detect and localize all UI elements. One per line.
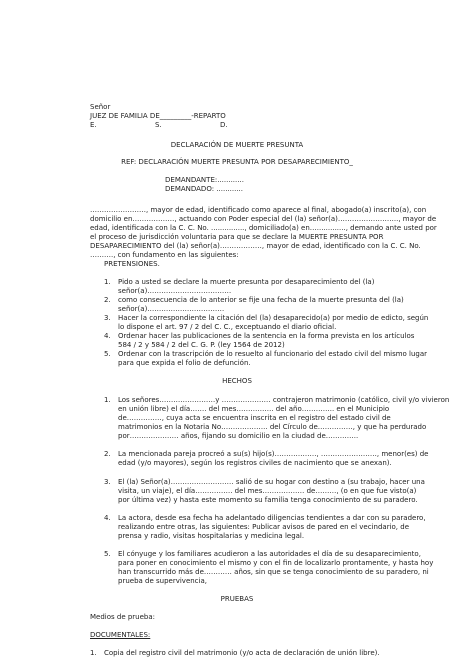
list-number: 5. <box>104 550 111 558</box>
intro-line: ………., con fundamento en las siguientes: <box>90 251 239 259</box>
intro-line: domicilio en………………, actuando con Poder especial del (la) señor(a)…………………….., mayor de <box>90 215 437 223</box>
reference-line: REF: DECLARACIÓN MUERTE PRESUNTA POR DESAPARECIMIENTO_ <box>121 158 353 166</box>
list-number: 1. <box>104 278 111 286</box>
header-d: D. <box>220 121 228 129</box>
pruebas-heading: PRUEBAS <box>220 595 254 603</box>
list-item-line: prueba de supervivencia, <box>118 577 207 585</box>
medios-label: Medios de prueba: <box>90 613 156 621</box>
list-item-line: Pido a usted se declare la muerte presunta por desaparecimiento del (la) <box>118 278 375 286</box>
list-item-line: Los señores……………………y ………………… contrajeron matrimonio (católico, civil y/o vivieron <box>118 396 450 404</box>
list-number: 1. <box>104 396 111 404</box>
list-item-line: señor(a)……………………………… <box>118 287 232 295</box>
intro-line: el proceso de jurisdicción voluntaria para que se declare la MUERTE PRESUNTA POR <box>90 233 384 241</box>
list-item-line: por………………… años, fijando su domicilio en la ciudad de………….. <box>118 432 359 440</box>
list-item-line: 584 / 2 y 584 / 2 del C. G. P. (ley 1564 de 2012) <box>118 341 285 349</box>
hechos-heading: HECHOS <box>222 377 252 385</box>
list-item-line: Copia del registro civil del matrimonio (y/o acta de declaración de unión libre). <box>104 649 380 657</box>
list-item-line: Hacer la correspondiente la citación del (la) desaparecido(a) por medio de edicto, según <box>118 314 429 322</box>
intro-line: edad, identificada con la C. C. No. ..............., domiciliado(a) en…............., demando ante usted por <box>90 224 437 232</box>
list-item-line: El cónyuge y los familiares acudieron a las autoridades el día de su desaparecimiento, <box>118 550 421 558</box>
documentales-label: DOCUMENTALES: <box>90 631 151 639</box>
list-item-line: visita, un viaje), el día……………. del mes……………… de………, (o en que fue visto(a) <box>118 487 417 495</box>
list-number: 3. <box>104 314 111 322</box>
list-item-line: para poner en conocimiento el mismo y con el fin de localizarlo prontamente, y hasta hoy <box>118 559 434 567</box>
list-item-line: prensa y radio, visitas hospitalarias y medicina legal. <box>118 532 305 540</box>
header-s: S. <box>155 121 162 129</box>
pretensiones-heading: PRETENSIONES. <box>104 260 160 268</box>
intro-line: DESAPARECIMIENTO del (la) señor(a)………………, mayor de edad, identificado con la C. C. No. <box>90 242 421 250</box>
salutation: Señor <box>90 103 111 111</box>
list-item-line: matrimonios en la Notaria No……………….. del Círculo de……………, y que ha perdurado <box>118 423 427 431</box>
list-number: 1. <box>90 649 97 657</box>
list-item-line: realizando entre otras, las siguientes: Publicar avisos de pared en el vecindario, de <box>118 523 410 531</box>
list-item-line: en unión libre) el día……. del mes……………. del año………….. en el Municipio <box>118 405 390 413</box>
list-item-line: señor(a)…………………………… <box>118 305 225 313</box>
list-number: 2. <box>104 296 111 304</box>
list-item-line: como consecuencia de lo anterior se fije una fecha de la muerte presunta del (la) <box>118 296 404 304</box>
list-number: 4. <box>104 332 111 340</box>
list-item-line: La mencionada pareja procreó a su(s) hijo(s)………………, ……………………, menor(es) de <box>118 450 429 458</box>
document-title: DECLARACIÓN DE MUERTE PRESUNTA <box>170 141 304 149</box>
list-number: 3. <box>104 478 111 486</box>
header-e: E. <box>90 121 97 129</box>
list-number: 2. <box>104 450 111 458</box>
list-item-line: para que expida el folio de defunción. <box>118 359 251 367</box>
list-item-line: por última vez) y hasta este momento su familia tenga conocimiento de su paradero. <box>118 496 418 504</box>
list-number: 4. <box>104 514 111 522</box>
list-item-line: lo dispone el art. 97 / 2 del C. C., exceptuando el diario oficial. <box>118 323 337 331</box>
addressee: JUEZ DE FAMILIA DE_________-REPARTO <box>90 112 226 120</box>
list-item-line: La actora, desde esa fecha ha adelantado diligencias tendientes a dar con su paradero, <box>118 514 426 522</box>
demandado-line: DEMANDADO: ............ <box>165 185 243 193</box>
list-item-line: edad (y/o mayores), según los registros civiles de nacimiento que se anexan). <box>118 459 392 467</box>
list-item-line: Ordenar hacer las publicaciones de la sentencia en la forma prevista en los artículos <box>118 332 415 340</box>
list-item-line: han transcurrido más de………… años, sin que se tenga conocimiento de su paradero, ni <box>118 568 429 576</box>
list-number: 5. <box>104 350 111 358</box>
list-item-line: El (la) Señor(a)……………………… salió de su hogar con destino a (su trabajo, hacer una <box>118 478 425 486</box>
list-item-line: de……………, cuya acta se encuentra inscrita en el registro del estado civil de <box>118 414 391 422</box>
list-item-line: Ordenar con la trascripción de lo resuelto al funcionario del estado civil del mismo lugar <box>118 350 428 358</box>
demandante-line: DEMANDANTE:............ <box>165 176 244 184</box>
intro-line: ……………………, mayor de edad, identificado como aparece al final, abogado(a) inscrito(a), con <box>90 206 427 214</box>
